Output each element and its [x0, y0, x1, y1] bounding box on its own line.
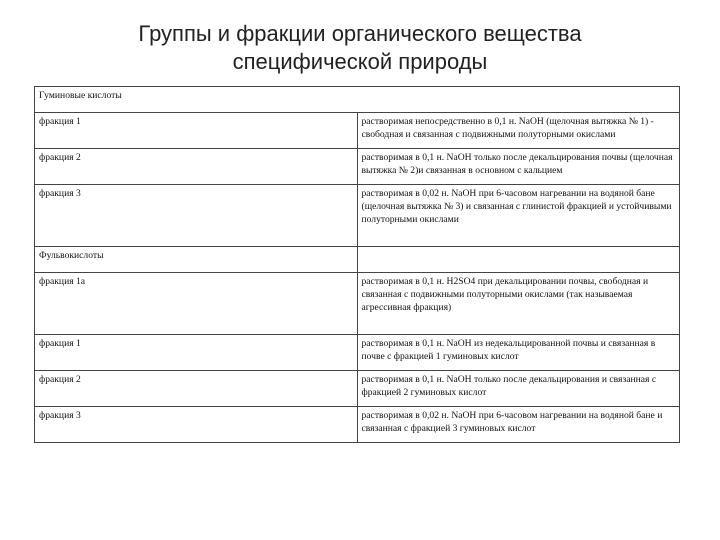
- table-row: [35, 371, 680, 407]
- group-header-humic: Гуминовые кислоты: [35, 87, 680, 113]
- fraction-description: растворимая в 0,1 н. NaOH только после декальцирования почвы (щелочная вытяжка № 2)и связанная в основном с кальцием: [357, 149, 680, 185]
- group-header-empty-cell: [357, 247, 680, 273]
- fraction-description: растворимая в 0,1 н. H2SO4 при декальцировании почвы, свободная и связанная с подвижными полуторными окислами (так называемая агрессивная фракция): [357, 273, 680, 335]
- group-header-fulvic: Фульвокислоты: [35, 247, 358, 273]
- table-row: [35, 149, 680, 185]
- table-row: [35, 113, 680, 149]
- slide-title-line-2: специфической природы: [232, 49, 488, 74]
- fraction-name: фракция 1: [35, 335, 358, 371]
- table-row: [35, 407, 680, 443]
- fraction-description: растворимая в 0,1 н. NaOH из недекальцированной почвы и связанная в почве с фракцией 1 гуминовых кислот: [357, 335, 680, 371]
- fraction-name: фракция 3: [35, 407, 358, 443]
- group-header-row: [35, 247, 680, 273]
- table-row: [35, 335, 680, 371]
- table-row: [35, 273, 680, 335]
- fraction-name: фракция 1а: [35, 273, 358, 335]
- slide-title: [0, 20, 720, 76]
- slide-title-line-1: Группы и фракции органического вещества: [138, 21, 582, 46]
- group-header-row: [35, 87, 680, 113]
- fraction-description: растворимая в 0,02 н. NaOH при 6-часовом нагревании на водяной бане и связанная с фракцией 3 гуминовых кислот: [357, 407, 680, 443]
- table-row: [35, 185, 680, 247]
- fractions-table: [34, 86, 680, 443]
- fraction-name: фракция 1: [35, 113, 358, 149]
- fraction-name: фракция 3: [35, 185, 358, 247]
- fraction-name: фракция 2: [35, 149, 358, 185]
- fraction-name: фракция 2: [35, 371, 358, 407]
- fraction-description: растворимая непосредственно в 0,1 н. NaOH (щелочная вытяжка № 1) - свободная и связанная с подвижными полуторными окислами: [357, 113, 680, 149]
- fraction-description: растворимая в 0,02 н. NaOH при 6-часовом нагревании на водяной бане (щелочная вытяжка № 3) и связанная с глинистой фракцией и устойчивыми полуторными окислами: [357, 185, 680, 247]
- fraction-description: растворимая в 0,1 н. NaOH только после декальцирования и связанная с фракцией 2 гуминовых кислот: [357, 371, 680, 407]
